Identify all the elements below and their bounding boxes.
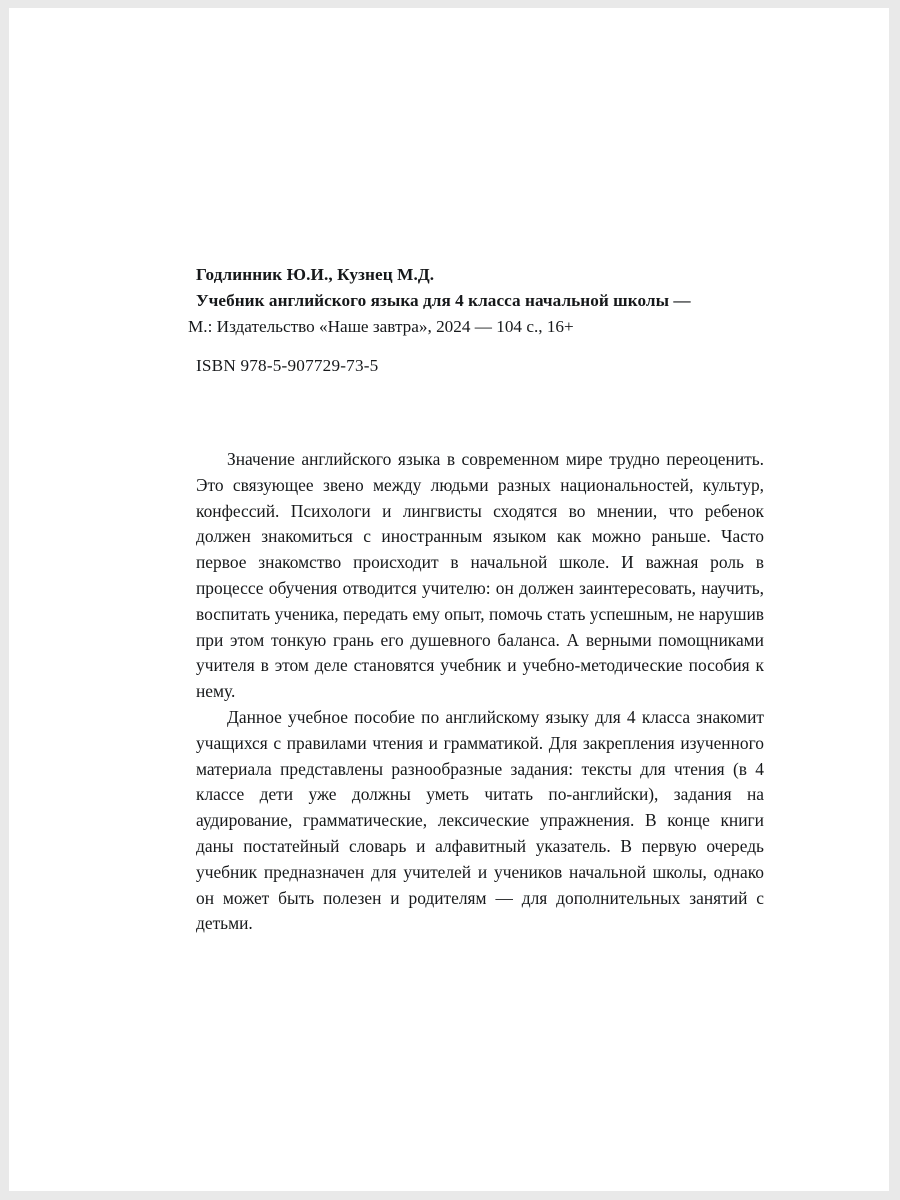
page-edge-bottom xyxy=(0,1191,900,1200)
annotation-text xyxy=(196,447,764,937)
imprint-title: Учебник английского языка для 4 класса начальной школы — xyxy=(196,291,691,310)
page-edge-left xyxy=(0,0,9,1200)
page-edge-top xyxy=(0,0,900,8)
isbn-line: ISBN 978-5-907729-73-5 xyxy=(196,356,379,375)
annotation-paragraph-1: Значение английского языка в современном мире трудно переоценить. Это связующее звено между людьми разных национальностей, культур, конфессий. Психологи и лингвисты сходятся во мнении, что ребенок должен знакомиться с иностранным языком как можно раньше. Часто первое знакомство происходит в начальной школе. И важная роль в процессе обучения отводится учителю: он должен заинтересовать, научить, воспитать ученика, передать ему опыт, помочь стать успешным, не нарушив при этом тонкую грань его душевного баланса. А верными помощниками учителя в этом деле становятся учебник и учебно-методические пособия к нему. xyxy=(196,449,764,702)
imprint-authors: Годлинник Ю.И., Кузнец М.Д. xyxy=(196,265,435,284)
page-edge-right xyxy=(889,0,900,1200)
imprint-publication: М.: Издательство «Наше завтра», 2024 — 104 с., 16+ xyxy=(188,317,574,336)
annotation-paragraph-2: Данное учебное пособие по английскому языку для 4 класса знакомит учащихся с правилами чтения и грамматикой. Для закрепления изученного материала представлены разнообразные задания: тексты для чтения (в 4 классе дети уже должны уметь читать по-английски), задания на аудирование, грамматические, лексические упражнения. В конце книги даны постатейный словарь и алфавитный указатель. В первую очередь учебник предназначен для учителей и учеников начальной школы, однако он может быть полезен и родителям — для дополнительных занятий с детьми. xyxy=(196,706,764,934)
imprint-block xyxy=(188,262,764,340)
